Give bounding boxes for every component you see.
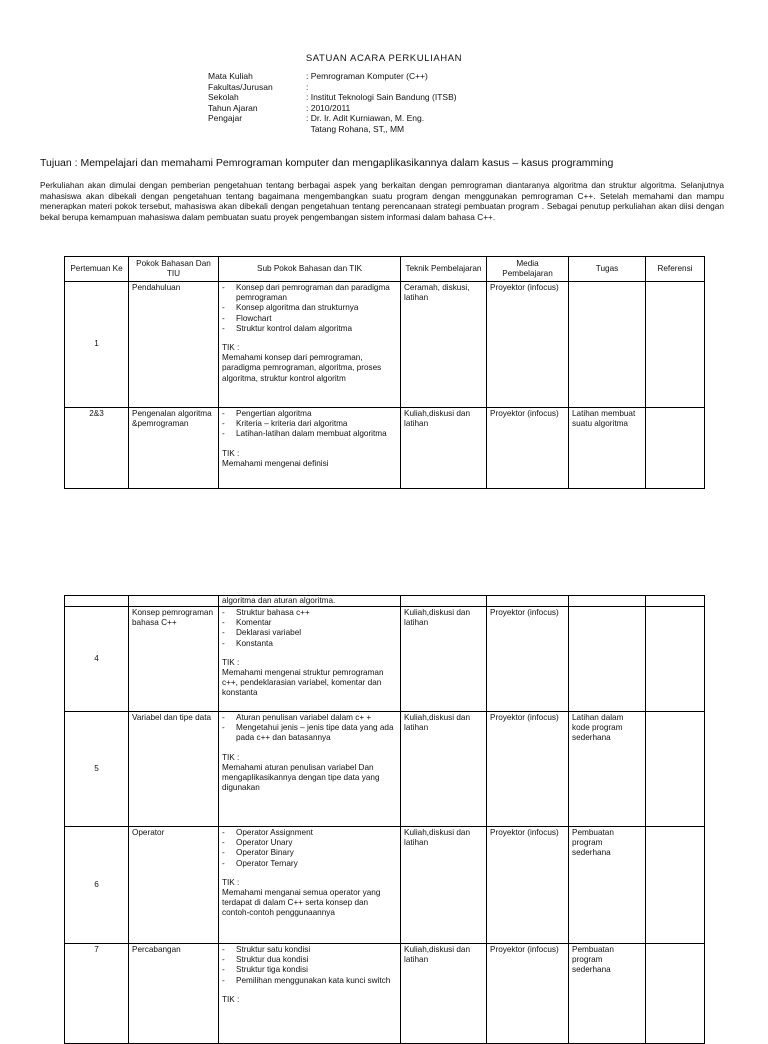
- cell-teknik: Kuliah,diskusi dan latihan: [401, 827, 487, 944]
- info-value: Tatang Rohana, ST,, MM: [306, 123, 405, 134]
- cell-pertemuan: 4: [65, 607, 129, 712]
- cell-teknik: Kuliah,diskusi dan latihan: [401, 607, 487, 712]
- cell-sub-pokok: [219, 282, 401, 408]
- info-value: : Dr. Ir. Adit Kurniawan, M. Eng.: [306, 113, 425, 123]
- cell-referensi: [646, 827, 705, 944]
- cell-media: Proyektor (infocus): [487, 944, 569, 1044]
- cell-pokok: Percabangan: [129, 944, 219, 1044]
- table-row: [65, 944, 705, 1044]
- cell-teknik: Kuliah,diskusi dan latihan: [401, 712, 487, 827]
- topic-item: - Latihan-latihan dalam membuat algoritma: [222, 429, 397, 439]
- cell-tugas: Latihan dalam kode program sederhana: [569, 712, 646, 827]
- schedule-table-top: [64, 256, 705, 489]
- topic-item: - Struktur tiga kondisi: [222, 965, 397, 975]
- table-header-row: [65, 257, 705, 282]
- topic-list: [222, 409, 397, 440]
- topic-item: - Aturan penulisan variabel dalam c+ +: [222, 713, 397, 723]
- header-media: Media Pembelajaran: [487, 257, 569, 282]
- cell-pertemuan: 6: [65, 827, 129, 944]
- cell-pertemuan: [65, 596, 129, 607]
- topic-item: - Pengertian algoritma: [222, 409, 397, 419]
- info-value: : 2010/2011: [306, 102, 351, 113]
- info-row: [208, 103, 457, 114]
- topic-list: [222, 945, 397, 986]
- cell-teknik: Ceramah, diskusi, latihan: [401, 282, 487, 408]
- info-row: [208, 92, 457, 103]
- tik-text: Memahami konsep dari pemrograman, paradigma pemrograman, algoritma, proses algoritma, struktur kontrol algoritm: [222, 353, 382, 383]
- topic-item: - Operator Binary: [222, 848, 397, 858]
- topic-item: - Operator Ternary: [222, 859, 397, 869]
- cell-media: Proyektor (infocus): [487, 827, 569, 944]
- cell-referensi: [646, 282, 705, 408]
- info-label: Mata Kuliah: [208, 71, 253, 81]
- topic-item: - Mengetahui jenis – jenis tipe data yang ada pada c++ dan batasannya: [222, 723, 397, 743]
- cell-pokok: [129, 596, 219, 607]
- header-teknik: Teknik Pembelajaran: [401, 257, 487, 282]
- cell-referensi: [646, 944, 705, 1044]
- topic-item: - Konsep algoritma dan strukturnya: [222, 303, 397, 313]
- document-title: SATUAN ACARA PERKULIAHAN: [305, 53, 463, 64]
- cell-tugas: [569, 607, 646, 712]
- cell-tugas: Pembuatan program sederhana: [569, 827, 646, 944]
- info-value: : Pemrograman Komputer (C++): [306, 71, 428, 81]
- tik-text: Memahami mengenai struktur pemrograman c++, pendeklarasian variabel, komentar dan konstanta: [222, 668, 384, 698]
- table-row: [65, 596, 705, 607]
- tik-label: TIK :: [222, 657, 240, 667]
- topic-item: - Operator Unary: [222, 838, 397, 848]
- cell-tugas: Latihan membuat suatu algoritma: [569, 408, 646, 489]
- cell-pertemuan: 7: [65, 944, 129, 1044]
- topic-item: - Struktur satu kondisi: [222, 945, 397, 955]
- cell-sub-pokok: [219, 607, 401, 712]
- cell-pertemuan: 5: [65, 712, 129, 827]
- tik-label: TIK :: [222, 994, 240, 1004]
- table-row: [65, 408, 705, 489]
- cell-media: Proyektor (infocus): [487, 408, 569, 489]
- header-pokok-bahasan: Pokok Bahasan Dan TIU: [129, 257, 219, 282]
- cell-referensi: [646, 408, 705, 489]
- cell-tugas: Pembuatan program sederhana: [569, 944, 646, 1044]
- topic-list: [222, 828, 397, 869]
- topic-item: - Struktur bahasa c++: [222, 608, 397, 618]
- topic-item: - Komentar: [222, 618, 397, 628]
- tik-label: TIK :: [222, 448, 240, 458]
- cell-teknik: Kuliah,diskusi dan latihan: [401, 408, 487, 489]
- topic-list: [222, 283, 397, 334]
- cell-sub-pokok: [219, 712, 401, 827]
- cell-sub-pokok: [219, 827, 401, 944]
- tik-label: TIK :: [222, 752, 240, 762]
- topic-item: - Flowchart: [222, 314, 397, 324]
- cell-pokok: Pendahuluan: [129, 282, 219, 408]
- info-row: [208, 113, 457, 124]
- info-label: Sekolah: [208, 92, 239, 102]
- cell-sub-pokok: [219, 408, 401, 489]
- tik-text: Memahami menganai semua operator yang terdapat di dalam C++ serta konsep dan contoh-contoh penggunaannya: [222, 888, 381, 918]
- topic-list: [222, 713, 397, 744]
- info-row: [208, 124, 457, 135]
- topic-item: - Struktur kontrol dalam algoritma: [222, 324, 397, 334]
- cell-referensi: [646, 607, 705, 712]
- header-referensi: Referensi: [646, 257, 705, 282]
- cell-sub-pokok: [219, 944, 401, 1044]
- info-row: [208, 71, 457, 82]
- cell-media: Proyektor (infocus): [487, 282, 569, 408]
- info-label: [208, 124, 306, 135]
- header-pertemuan: Pertemuan Ke: [65, 257, 129, 282]
- info-value: :: [306, 81, 309, 92]
- table-row: [65, 607, 705, 712]
- cell-tugas: [569, 282, 646, 408]
- cell-tugas: [569, 596, 646, 607]
- cell-pokok: Pengenalan algoritma &pemrograman: [129, 408, 219, 489]
- table-row: [65, 712, 705, 827]
- cell-media: Proyektor (infocus): [487, 712, 569, 827]
- cell-media: [487, 596, 569, 607]
- cell-referensi: [646, 712, 705, 827]
- topic-item: - Pemilihan menggunakan kata kunci switch: [222, 976, 397, 986]
- info-label: Pengajar: [208, 113, 243, 123]
- header-tugas: Tugas: [569, 257, 646, 282]
- info-row: [208, 82, 457, 93]
- info-label: Fakultas/Jurusan: [208, 81, 273, 92]
- cell-pokok: Konsep pemrograman bahasa C++: [129, 607, 219, 712]
- cell-pokok: Variabel dan tipe data: [129, 712, 219, 827]
- schedule-table-bottom: [64, 595, 705, 1044]
- cell-pokok: Operator: [129, 827, 219, 944]
- cell-pertemuan: 1: [65, 282, 129, 408]
- topic-item: - Kriteria – kriteria dari algoritma: [222, 419, 397, 429]
- topic-item: - Deklarasi variabel: [222, 628, 397, 638]
- cell-teknik: [401, 596, 487, 607]
- header-sub-pokok-bahasan: Sub Pokok Bahasan dan TIK: [219, 257, 401, 282]
- cell-media: Proyektor (infocus): [487, 607, 569, 712]
- course-objective: Tujuan : Mempelajari dan memahami Pemrograman komputer dan mengaplikasikannya dalam kasus – kasus programming: [40, 157, 614, 169]
- topic-item: - Konsep dari pemrograman dan paradigma pemrograman: [222, 283, 397, 303]
- tik-label: TIK :: [222, 877, 240, 887]
- cell-pertemuan: 2&3: [65, 408, 129, 489]
- tik-text: Memahami mengenai definisi: [222, 458, 329, 468]
- info-label: Tahun Ajaran: [208, 102, 258, 113]
- cell-teknik: Kuliah,diskusi dan latihan: [401, 944, 487, 1044]
- tik-text: Memahami aturan penulisan variabel Dan mengaplikasikannya dengan tipe data yang digunakan: [222, 762, 380, 793]
- topic-item: - Struktur dua kondisi: [222, 955, 397, 965]
- cell-continuation: algoritma dan aturan algoritma.: [219, 596, 401, 607]
- course-description: Perkuliahan akan dimulai dengan pemberian pengetahuan tentang berbagai aspek yang berkaitan dengan pemrograman diantaranya algoritma dan struktur algoritma. Selanjutnya mahasiswa akan dibekali dengan pengetahuan tentang bagaimana mengembangkan suatu program dengan menggunakan pemrograman C++. Setelah memahami dan mampu menerapkan materi pokok tersebut, mahasiswa akan dibekali dengan pengetahuan tentang perencanaan strategi pembuatan program . Sebagai penutup perkuliahan akan diisi dengan bekal berupa kemampuan mahasiswa dalam pembuatan suatu proyek pengembangan sistem informasi dalam bahasa C++.: [40, 180, 724, 223]
- topic-item: - Konstanta: [222, 639, 397, 649]
- course-info: [208, 71, 457, 134]
- topic-item: - Operator Assignment: [222, 828, 397, 838]
- cell-referensi: [646, 596, 705, 607]
- topic-list: [222, 608, 397, 649]
- table-row: [65, 282, 705, 408]
- info-value: : Institut Teknologi Sain Bandung (ITSB): [306, 92, 457, 102]
- table-row: [65, 827, 705, 944]
- tik-label: TIK :: [222, 343, 240, 353]
